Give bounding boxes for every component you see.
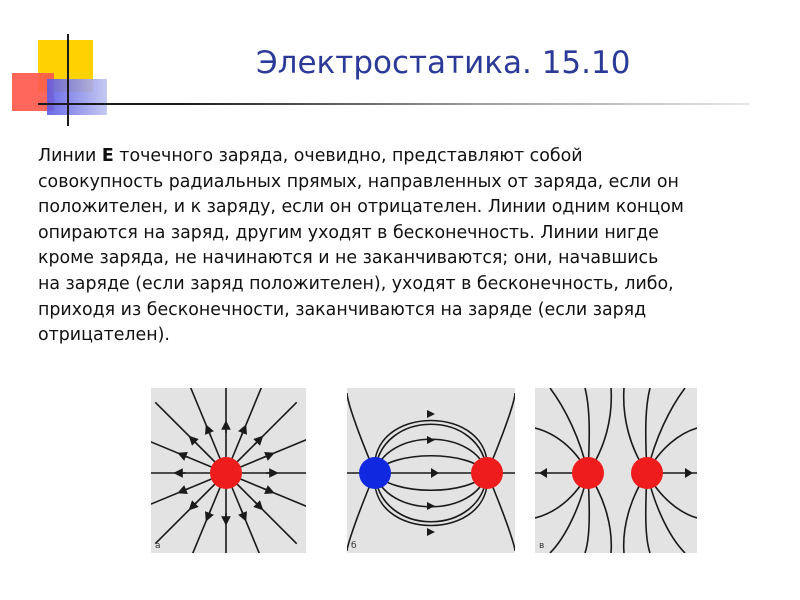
field-arrow — [182, 455, 189, 458]
figure-label-a: а — [155, 541, 161, 551]
negative-charge-icon — [359, 457, 391, 489]
field-arrow — [263, 488, 270, 491]
positive-charge-icon — [471, 457, 503, 489]
paragraph-prefix: Линии — [38, 146, 102, 166]
decor-vertical-line — [67, 34, 69, 126]
field-lines — [535, 388, 697, 553]
paragraph-bold-symbol: E — [101, 146, 114, 166]
positive-charge-icon — [631, 457, 663, 489]
figure-like-charges-drawing — [535, 388, 697, 553]
field-arrow — [208, 429, 211, 436]
figure-single-charge — [151, 388, 306, 553]
field-arrow — [254, 439, 260, 445]
slide-paragraph — [38, 144, 783, 349]
field-arrow — [254, 501, 260, 507]
field-arrow — [192, 439, 198, 445]
figure-single-charge-drawing — [151, 388, 306, 553]
figure-label-b: б — [351, 541, 357, 551]
positive-charge-icon — [572, 457, 604, 489]
field-arrow — [208, 510, 211, 517]
decor-blue-square — [47, 79, 107, 115]
field-arrow — [192, 501, 198, 507]
paragraph-text: точечного заряда, очевидно, представляют собой совокупность радиальных прямых, направленных от заряда, если он положителен, и к заряду, если он отрицателен. Линии одним концом опираются на заряд, другим уходят в бесконечность. Линии нигде кроме заряда, не начинаются и не заканчиваются; они, начавшись на заряде (если заряд положителен), уходят в бесконечность, либо, приходя из бесконечности, заканчиваются на заряде (если заряд отрицателен). — [38, 146, 684, 346]
title-underline — [38, 103, 750, 105]
field-arrow — [263, 455, 270, 458]
field-arrow — [241, 429, 244, 436]
figure-opposite-charges-drawing — [347, 388, 515, 553]
figure-opposite-charges — [347, 388, 515, 553]
slide-title: Электростатика. 15.10 — [256, 45, 631, 81]
figure-like-charges — [535, 388, 697, 553]
field-arrow — [241, 510, 244, 517]
positive-charge-icon — [210, 457, 242, 489]
figure-label-c: в — [539, 541, 545, 551]
field-arrow — [182, 488, 189, 491]
